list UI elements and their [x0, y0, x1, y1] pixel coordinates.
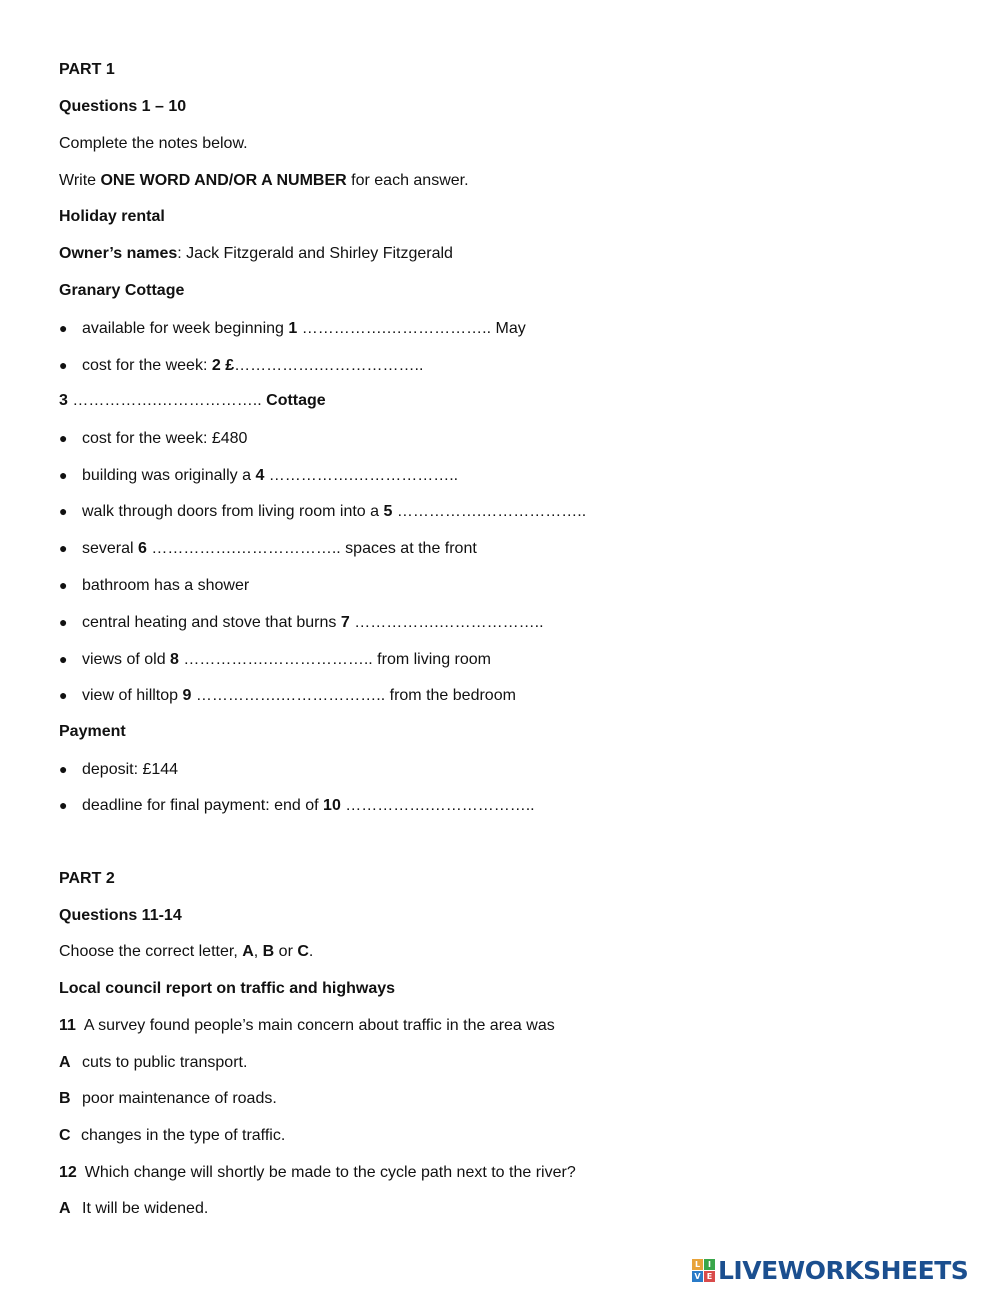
logo-mark-l: L	[692, 1259, 703, 1270]
note-text: deposit: £144	[82, 761, 179, 778]
logo-mark-v: V	[692, 1271, 703, 1282]
q11-option-b[interactable]	[59, 1089, 277, 1109]
bullet-icon: ●	[59, 540, 68, 556]
bullet-icon: ●	[59, 577, 68, 593]
answer-gap[interactable]: …………….………………..	[234, 357, 424, 374]
note-text: walk through doors from living room into a	[82, 503, 384, 520]
answer-gap[interactable]: …………….………………..	[340, 797, 535, 814]
letter-b: B	[262, 943, 275, 960]
option-letter: A	[59, 1200, 71, 1217]
part2-instruction	[59, 942, 313, 962]
instruction-text: .	[308, 943, 314, 960]
note-text: building was originally a	[82, 467, 256, 484]
note-bullet-12	[59, 795, 535, 815]
question-text: A survey found people’s main concern about traffic in the area was	[83, 1017, 555, 1034]
answer-gap[interactable]: …………….……………….. spaces at the front	[146, 540, 477, 557]
note-text: several	[82, 540, 139, 557]
question-number: 12	[59, 1164, 77, 1181]
question-12	[59, 1163, 576, 1183]
bullet-icon: ●	[59, 430, 68, 446]
option-text: poor maintenance of roads.	[82, 1090, 277, 1107]
instruction-emphasis: ONE WORD AND/OR A NUMBER	[100, 172, 347, 189]
question-number: 6	[138, 540, 147, 557]
payment-heading: Payment	[59, 723, 126, 740]
note-bullet-2	[59, 355, 423, 375]
cottage-label: Cottage	[266, 392, 326, 409]
granary-cottage-heading: Granary Cottage	[59, 282, 185, 299]
liveworksheets-logo	[692, 1256, 968, 1284]
part1-instruction-write	[59, 171, 469, 191]
note-bullet-11	[59, 759, 178, 779]
q11-option-c[interactable]	[59, 1126, 285, 1146]
bullet-icon: ●	[59, 797, 68, 813]
bullet-icon: ●	[59, 687, 68, 703]
answer-gap[interactable]: …………….………………..	[392, 503, 587, 520]
question-number: 4	[255, 467, 265, 484]
part1-title: PART 1	[59, 61, 115, 78]
question-number: 11	[59, 1017, 76, 1034]
owner-label: Owner’s names	[59, 245, 178, 262]
note-text: deadline for final payment: end of	[82, 797, 324, 814]
note-text: view of hilltop	[82, 687, 183, 704]
option-letter: B	[59, 1090, 71, 1107]
part2-questions-range: Questions 11-14	[59, 907, 182, 924]
cottage-3-heading	[59, 391, 326, 411]
option-text: It will be widened.	[82, 1200, 209, 1217]
question-number: 2 £	[211, 357, 235, 374]
bullet-icon: ●	[59, 467, 68, 483]
answer-gap[interactable]: …………….………………..	[349, 614, 544, 631]
note-text: cost for the week:	[82, 357, 212, 374]
part1-questions-range: Questions 1 – 10	[59, 98, 187, 115]
question-11	[59, 1016, 555, 1036]
answer-gap[interactable]: …………….……………….. from living room	[178, 651, 491, 668]
question-number: 9	[182, 687, 192, 704]
answer-gap[interactable]: …………….………………..	[67, 392, 267, 409]
logo-text: LIVEWORKSHEETS	[718, 1255, 969, 1285]
letter-c: C	[297, 943, 309, 960]
question-number: 7	[340, 614, 350, 631]
q12-option-a[interactable]	[59, 1199, 208, 1219]
logo-mark-icon	[692, 1259, 715, 1282]
bullet-icon: ●	[59, 357, 68, 373]
instruction-text: Choose the correct letter,	[59, 943, 243, 960]
note-text: available for week beginning	[82, 320, 289, 337]
note-text: views of old	[82, 651, 171, 668]
instruction-text: ,	[253, 943, 263, 960]
part1-instruction-complete: Complete the notes below.	[59, 135, 248, 152]
note-bullet-1	[59, 318, 526, 338]
question-number: 10	[323, 797, 341, 814]
bullet-icon: ●	[59, 320, 68, 336]
note-bullet-6	[59, 538, 477, 558]
q11-option-a[interactable]	[59, 1053, 247, 1073]
question-text: Which change will shortly be made to the cycle path next to the river?	[84, 1164, 576, 1181]
note-bullet-5	[59, 501, 586, 521]
instruction-text: or	[274, 943, 298, 960]
question-number: 1	[288, 320, 298, 337]
bullet-icon: ●	[59, 503, 68, 519]
part2-heading: Local council report on traffic and highways	[59, 980, 396, 997]
note-text: cost for the week: £480	[82, 430, 248, 447]
holiday-rental-heading: Holiday rental	[59, 208, 165, 225]
owner-value: : Jack Fitzgerald and Shirley Fitzgerald	[177, 245, 453, 262]
answer-gap[interactable]: …………….………………..	[264, 467, 459, 484]
option-letter: A	[59, 1054, 71, 1071]
option-text: cuts to public transport.	[82, 1054, 248, 1071]
option-text: changes in the type of traffic.	[81, 1127, 286, 1144]
note-bullet-4	[59, 465, 458, 485]
answer-gap[interactable]: …………….……………….. from the bedroom	[191, 687, 516, 704]
note-text: central heating and stove that burns	[82, 614, 341, 631]
answer-gap[interactable]: …………….……………….. May	[297, 320, 526, 337]
bullet-icon: ●	[59, 761, 68, 777]
question-number: 8	[170, 651, 179, 668]
note-bullet-9	[59, 649, 491, 669]
logo-mark-e: E	[704, 1271, 715, 1282]
option-letter: C	[59, 1127, 71, 1144]
note-bullet-8	[59, 612, 544, 632]
note-bullet-10	[59, 685, 516, 705]
instruction-text: Write	[59, 172, 101, 189]
bullet-icon: ●	[59, 614, 68, 630]
question-number: 3	[59, 392, 68, 409]
instruction-text: for each answer.	[346, 172, 469, 189]
question-number: 5	[383, 503, 393, 520]
bullet-icon: ●	[59, 651, 68, 667]
note-bullet-3	[59, 428, 247, 448]
part2-title: PART 2	[59, 870, 115, 887]
note-bullet-7	[59, 575, 249, 595]
logo-mark-i: I	[704, 1259, 715, 1270]
note-text: bathroom has a shower	[82, 577, 250, 594]
owner-names	[59, 244, 453, 264]
letter-a: A	[242, 943, 254, 960]
